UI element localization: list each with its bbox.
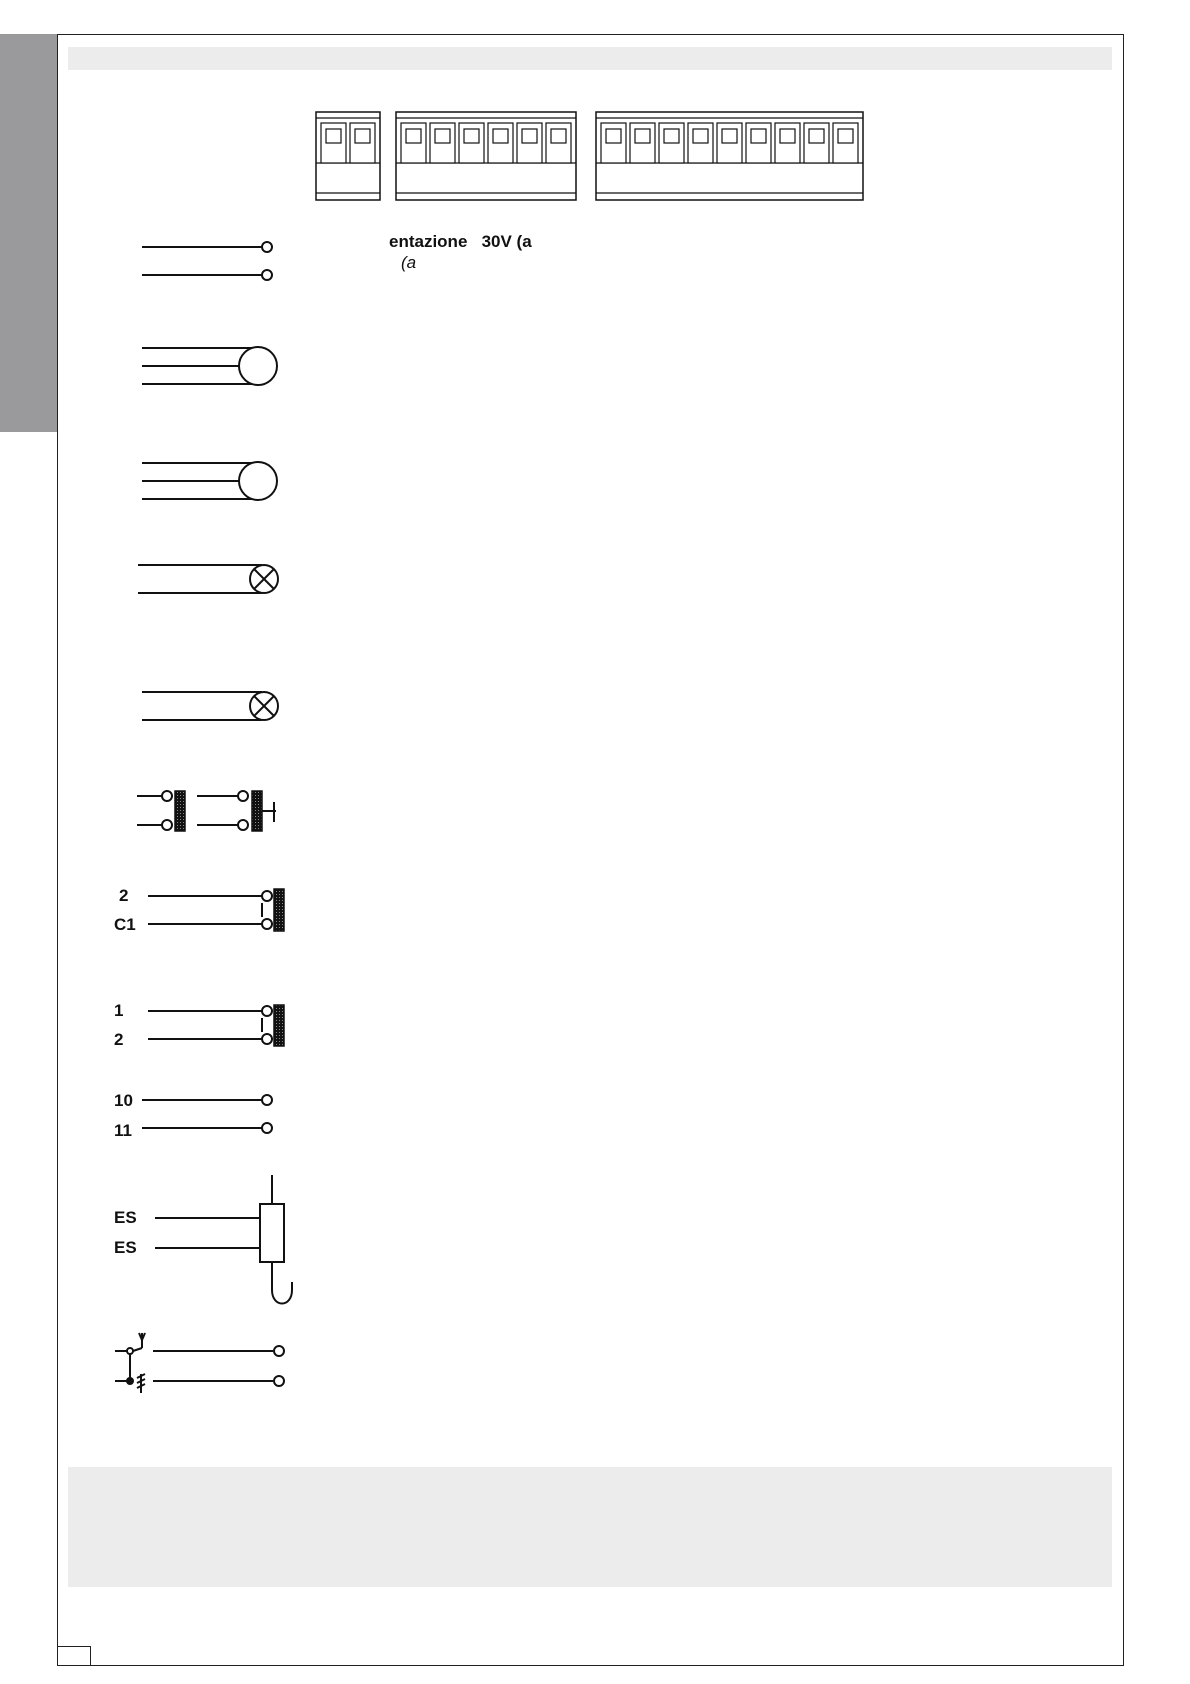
lamp-1-symbol (138, 565, 278, 593)
limit-switch-c1-symbol (148, 889, 284, 931)
terminal-block-block-a (316, 112, 380, 200)
terminal-block-block-c (596, 112, 863, 200)
terminal-label: 10 (114, 1091, 133, 1110)
terminal-screw (522, 129, 537, 143)
terminal-blocks (316, 112, 863, 200)
terminal-screw (493, 129, 508, 143)
terminal-block-block-b (396, 112, 576, 200)
terminal-screw (780, 129, 795, 143)
terminal-label: 2 (119, 886, 129, 905)
terminal-screw (464, 129, 479, 143)
terminal-screw (606, 129, 621, 143)
terminal-screw (355, 129, 370, 143)
terminal-label: 11 (114, 1121, 132, 1140)
terminal-label: ES (114, 1238, 137, 1257)
terminal-screw (551, 129, 566, 143)
photocell-symbol (137, 791, 276, 831)
terminal-screw (838, 129, 853, 143)
limit-switch-symbol (148, 1005, 284, 1046)
contacts-10-11-symbol (142, 1095, 272, 1133)
power-description-sub: (a (401, 253, 417, 272)
power-input-symbol (142, 242, 272, 280)
terminal-screw (722, 129, 737, 143)
terminal-screw (635, 129, 650, 143)
lamp-2-symbol (142, 692, 278, 720)
terminal-screw (809, 129, 824, 143)
terminal-screw (693, 129, 708, 143)
terminal-screw (326, 129, 341, 143)
terminal-screw (751, 129, 766, 143)
terminal-label: 1 (114, 1001, 124, 1020)
terminal-screw (406, 129, 421, 143)
motor-2-symbol (142, 462, 277, 500)
motor-1-symbol (142, 347, 277, 385)
terminal-label: C1 (114, 915, 136, 934)
terminal-screw (435, 129, 450, 143)
antenna-symbol (115, 1333, 284, 1393)
terminal-label: ES (114, 1208, 137, 1227)
terminal-screw (664, 129, 679, 143)
power-description: entazione 30V (a (389, 232, 532, 251)
terminal-label: 2 (114, 1030, 124, 1049)
electric-lock-symbol (155, 1175, 292, 1304)
